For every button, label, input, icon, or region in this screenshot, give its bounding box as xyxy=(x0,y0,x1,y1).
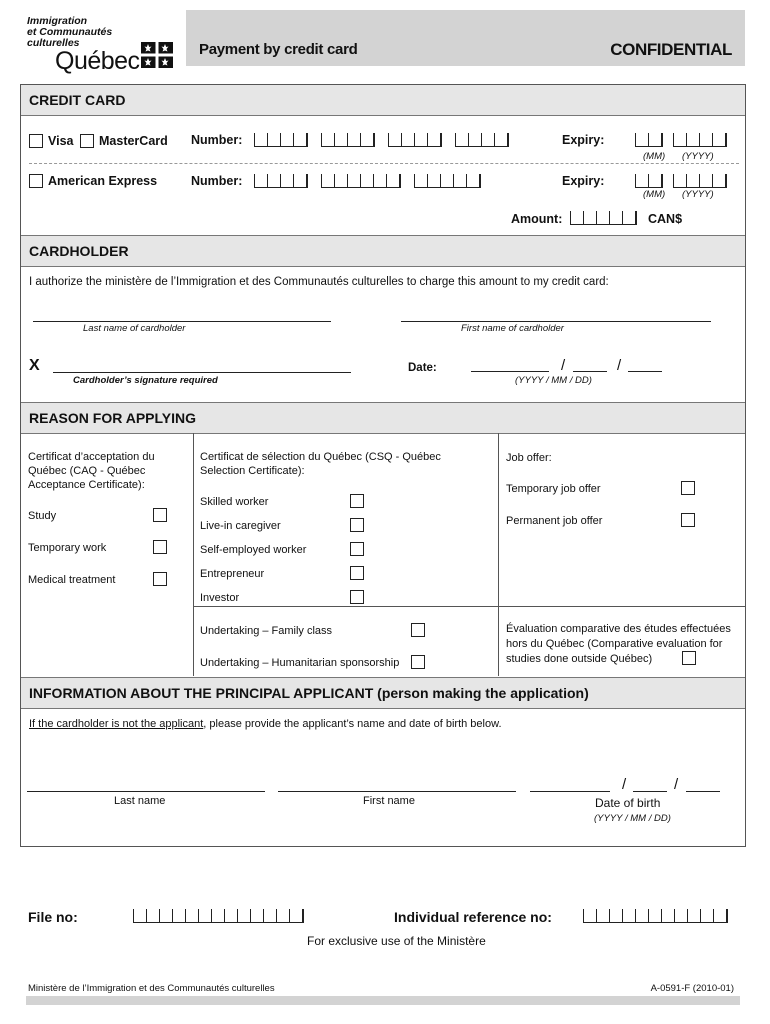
undertaking-humanitarian-label: Undertaking – Humanitarian sponsorship xyxy=(200,657,400,669)
credit-card-heading: CREDIT CARD xyxy=(21,85,745,116)
logo-line-1: Immigration xyxy=(27,15,88,27)
live-in-caregiver-label: Live-in caregiver xyxy=(200,520,281,532)
file-no-field[interactable] xyxy=(133,909,304,923)
undertaking-family-label: Undertaking – Family class xyxy=(200,625,333,637)
header-bar xyxy=(186,10,745,66)
reason-col-divider-1 xyxy=(193,433,194,676)
number-label-2: Number: xyxy=(191,174,243,188)
permanent-job-label: Permanent job offer xyxy=(506,515,603,527)
confidential-label: CONFIDENTIAL xyxy=(610,40,732,59)
date-slash-2: / xyxy=(617,357,622,374)
mastercard-checkbox[interactable] xyxy=(80,134,94,148)
medical-treatment-checkbox[interactable] xyxy=(153,572,167,586)
card-number-field-1[interactable] xyxy=(254,133,509,147)
expiry-mm-2: (MM) xyxy=(643,189,666,200)
expiry-yyyy-1: (YYYY) xyxy=(682,151,714,162)
applicant-first-name-label: First name xyxy=(363,795,415,807)
date-month-line[interactable] xyxy=(573,371,607,372)
evaluation-label: Évaluation comparative des études effectuées hors du Québec (Comparative evaluation for studies done outside Québec) xyxy=(506,623,731,665)
applicant-first-name-line[interactable] xyxy=(278,791,516,792)
authorize-text: I authorize the ministère de l’Immigration et des Communautés culturelles to charge this amount to my credit card: xyxy=(29,276,609,288)
applicant-last-name-label: Last name xyxy=(114,795,166,807)
medical-treatment-label: Medical treatment xyxy=(28,574,116,586)
permanent-job-checkbox[interactable] xyxy=(681,513,695,527)
dob-label: Date of birth xyxy=(595,796,661,810)
skilled-worker-label: Skilled worker xyxy=(200,496,269,508)
investor-label: Investor xyxy=(200,592,240,604)
amount-field[interactable] xyxy=(570,211,637,225)
expiry-yyyy-2: (YYYY) xyxy=(682,189,714,200)
file-no-label: File no: xyxy=(28,909,78,925)
undertaking-family-checkbox[interactable] xyxy=(411,623,425,637)
form-frame xyxy=(20,84,746,847)
date-format-label: (YYYY / MM / DD) xyxy=(515,375,592,386)
logo-quebec: Québec xyxy=(55,47,140,75)
self-employed-checkbox[interactable] xyxy=(350,542,364,556)
applicant-note xyxy=(29,718,502,730)
date-label: Date: xyxy=(408,362,437,374)
cardholder-heading: CARDHOLDER xyxy=(21,235,745,267)
individual-ref-label: Individual reference no: xyxy=(394,909,552,925)
amex-checkbox[interactable] xyxy=(29,174,43,188)
cardholder-first-name-line[interactable] xyxy=(401,321,711,322)
cardholder-last-name-label: Last name of cardholder xyxy=(83,323,186,334)
signature-x: X xyxy=(29,357,40,374)
applicant-note-underlined: If the cardholder is not the applicant xyxy=(29,718,204,730)
applicant-last-name-line[interactable] xyxy=(27,791,265,792)
logo-line-3: culturelles xyxy=(27,37,80,49)
ministry-footer: Ministère de l’Immigration et des Communautés culturelles xyxy=(28,983,275,994)
currency-label: CAN$ xyxy=(648,212,683,226)
skilled-worker-checkbox[interactable] xyxy=(350,494,364,508)
reason-heading: REASON FOR APPLYING xyxy=(21,402,745,434)
dob-slash-1: / xyxy=(622,776,627,793)
expiry-field-1[interactable] xyxy=(635,133,727,147)
undertaking-humanitarian-checkbox[interactable] xyxy=(411,655,425,669)
self-employed-label: Self-employed worker xyxy=(200,544,307,556)
dob-month-line[interactable] xyxy=(633,791,667,792)
temporary-work-checkbox[interactable] xyxy=(153,540,167,554)
form-title: Payment by credit card xyxy=(199,41,358,58)
evaluation-checkbox[interactable] xyxy=(682,651,696,665)
cardholder-last-name-line[interactable] xyxy=(33,321,331,322)
caq-title: Certificat d’acceptation du Québec (CAQ - Québec Acceptance Certificate): xyxy=(28,451,155,491)
expiry-mm-1: (MM) xyxy=(643,151,666,162)
entrepreneur-label: Entrepreneur xyxy=(200,568,265,580)
amex-label: American Express xyxy=(48,174,158,188)
card-divider xyxy=(29,163,739,164)
expiry-label-2: Expiry: xyxy=(562,174,605,188)
date-slash-1: / xyxy=(561,357,566,374)
temporary-work-label: Temporary work xyxy=(28,542,107,554)
entrepreneur-checkbox[interactable] xyxy=(350,566,364,580)
individual-ref-field[interactable] xyxy=(583,909,728,923)
live-in-caregiver-checkbox[interactable] xyxy=(350,518,364,532)
footer-bar xyxy=(26,996,740,1005)
expiry-field-2[interactable] xyxy=(635,174,727,188)
card-number-field-2[interactable] xyxy=(254,174,481,188)
study-label: Study xyxy=(28,510,57,522)
temporary-job-checkbox[interactable] xyxy=(681,481,695,495)
dob-day-line[interactable] xyxy=(686,791,720,792)
logo-line-2: et Communautés xyxy=(27,26,113,38)
form-code: A-0591-F (2010-01) xyxy=(650,983,734,994)
temporary-job-label: Temporary job offer xyxy=(506,483,601,495)
number-label-1: Number: xyxy=(191,133,243,147)
date-day-line[interactable] xyxy=(628,371,662,372)
investor-checkbox[interactable] xyxy=(350,590,364,604)
fleur-de-lis-flag-icon xyxy=(141,42,173,68)
logo xyxy=(27,15,177,75)
date-year-line[interactable] xyxy=(471,371,549,372)
mastercard-label: MasterCard xyxy=(99,134,168,148)
study-checkbox[interactable] xyxy=(153,508,167,522)
expiry-label-1: Expiry: xyxy=(562,133,605,147)
visa-label: Visa xyxy=(48,134,74,148)
exclusive-use-label: For exclusive use of the Ministère xyxy=(307,934,486,948)
signature-line[interactable] xyxy=(53,372,351,373)
reason-col-divider-2 xyxy=(498,433,499,676)
visa-checkbox[interactable] xyxy=(29,134,43,148)
applicant-heading: INFORMATION ABOUT THE PRINCIPAL APPLICANT (person making the application) xyxy=(21,677,745,709)
csq-title: Certificat de sélection du Québec (CSQ - Québec Selection Certificate): xyxy=(200,451,441,477)
amount-label: Amount: xyxy=(511,212,563,226)
signature-label: Cardholder’s signature required xyxy=(73,375,218,386)
dob-year-line[interactable] xyxy=(530,791,610,792)
reason-row-divider xyxy=(193,606,745,607)
dob-slash-2: / xyxy=(674,776,679,793)
cardholder-first-name-label: First name of cardholder xyxy=(461,323,564,334)
job-offer-title: Job offer: xyxy=(506,452,552,464)
dob-format-label: (YYYY / MM / DD) xyxy=(594,813,671,824)
applicant-note-rest: , please provide the applicant’s name and date of birth below. xyxy=(203,718,502,730)
